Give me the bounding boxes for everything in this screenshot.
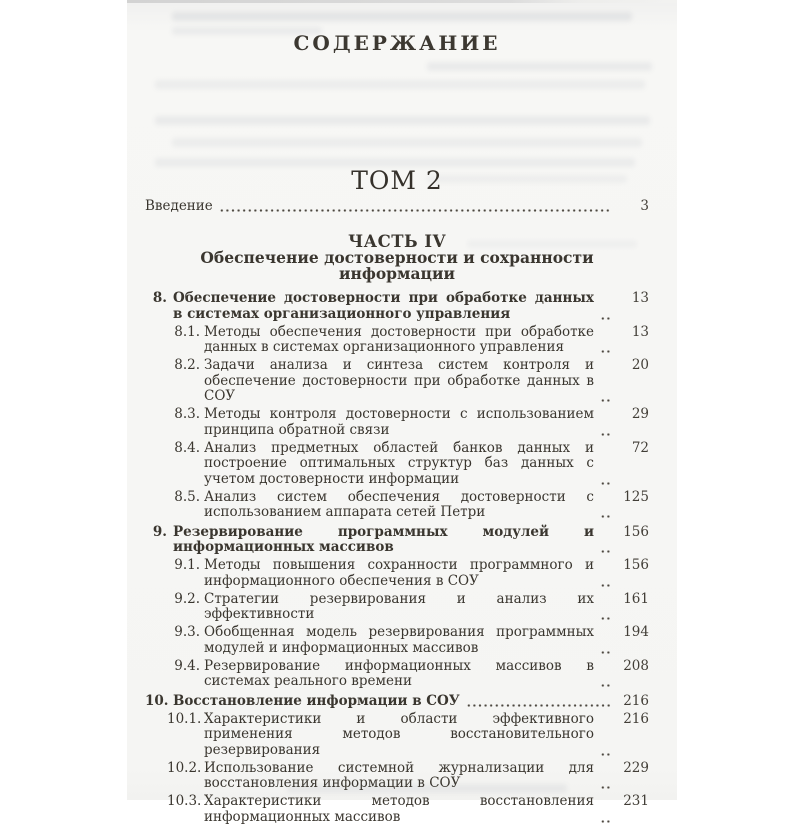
toc-entry-page: 72 (631, 439, 649, 456)
toc-entry-number: 9.4. (174, 657, 200, 674)
toc-entry-number: 8.4. (174, 439, 200, 456)
toc-entry-title: Методы контроля достоверности с использованием принципа обратной связи (204, 406, 594, 438)
dot-leader (219, 209, 612, 212)
toc-entry-number: 10.1. (167, 710, 202, 727)
toc-entry-title: Обобщенная модель резервирования программных модулей и информационных массивов (204, 624, 594, 656)
toc-entry-page: 216 (623, 692, 649, 709)
dot-leader (600, 786, 612, 789)
toc-entry-title: Резервирование программных модулей и информационных массивов (173, 523, 594, 555)
toc-entry-number: 8.3. (174, 406, 200, 422)
dot-leader (600, 753, 612, 756)
dot-leader (600, 350, 612, 353)
part-subtitle: Обеспечение достоверности и сохранности информации (200, 248, 594, 283)
toc-entry-intro (145, 199, 649, 215)
toc-entry-title: Методы повышения сохранности программного и информационного обеспечения в СОУ (204, 557, 594, 589)
toc-entry-number: 8.1. (174, 323, 200, 340)
toc-entry-section-9-3 (167, 625, 649, 656)
dot-leader (600, 617, 612, 620)
toc-entry-section-9-4 (167, 659, 649, 690)
toc-entry-number: 8.2. (174, 357, 200, 373)
toc-entry-title: Характеристики и области эффективного применения методов восстановительного резервирования (204, 710, 594, 758)
toc-entry-section-9-2 (167, 592, 649, 623)
toc-entry-page: 208 (623, 657, 649, 674)
toc-entry-chapter-10 (145, 694, 649, 710)
toc-entry-number: 9.3. (174, 624, 200, 640)
toc-entry-number: 8.5. (174, 488, 200, 505)
dot-leader (600, 399, 612, 402)
dot-leader (466, 704, 612, 707)
volume-heading: ТОМ 2 (351, 165, 443, 195)
toc-entry-section-8-4 (167, 441, 649, 488)
dot-leader (600, 684, 612, 687)
dot-leader (600, 584, 612, 587)
toc-entry-page: 156 (623, 557, 649, 573)
toc-entry-number: 10.2. (167, 759, 202, 776)
toc-list (145, 291, 649, 825)
toc-entry-section-8-1 (167, 325, 649, 356)
toc-entry-title: Обеспечение достоверности при обработке данных в системах организационного управления (173, 290, 594, 322)
toc-entry-page: 29 (631, 406, 649, 422)
dot-leader (600, 482, 612, 485)
toc-entry-title: Задачи анализа и синтеза систем контроля и обеспечение достоверности при обработке данных в СОУ (204, 357, 594, 404)
toc-entry-title: Резервирование информационных массивов в системах реального времени (204, 657, 594, 689)
toc-entry-number: 9.2. (174, 590, 200, 607)
toc-entry-title: Стратегии резервирования и анализ их эффективности (204, 590, 594, 622)
dot-leader (600, 651, 612, 654)
toc-entry-page: 20 (631, 357, 649, 373)
toc-entry-title: Характеристики методов восстановления информационных массивов (204, 793, 594, 825)
toc-entry-section-8-5 (167, 490, 649, 521)
toc-entry-section-10-2 (167, 761, 649, 792)
toc-entry-page: 13 (631, 290, 649, 306)
toc-entry-section-8-3 (167, 407, 649, 438)
dot-leader (600, 317, 612, 320)
toc-entry-number: 8. (152, 290, 167, 306)
toc-entry-page: 194 (623, 624, 649, 640)
toc-entry-section-8-2 (167, 358, 649, 405)
dot-leader (600, 820, 612, 823)
dot-leader (600, 433, 612, 436)
dot-leader (600, 550, 612, 553)
toc-entry-number: 9. (152, 523, 167, 540)
toc-content (127, 0, 677, 825)
toc-entry-title: Методы обеспечения достоверности при обработке данных в системах организационного управления (204, 323, 594, 355)
toc-entry-title: Восстановление информации в СОУ (173, 692, 460, 709)
toc-entry-page: 125 (623, 488, 649, 505)
toc-entry-title: Введение (145, 198, 213, 214)
toc-entry-page: 3 (640, 198, 649, 214)
toc-entry-page: 231 (623, 793, 649, 809)
book-page-photo (127, 0, 677, 825)
toc-entry-title: Анализ предметных областей банков данных и построение оптимальных структур баз данных с учетом достоверности информации (204, 439, 594, 487)
page-title: СОДЕРЖАНИЕ (293, 31, 501, 55)
dot-leader (600, 515, 612, 518)
toc-entry-title: Использование системной журнализации для восстановления информации в СОУ (204, 759, 594, 791)
toc-entry-section-10-3 (167, 794, 649, 825)
toc-entry-section-9-1 (167, 558, 649, 589)
toc-entry-page: 156 (623, 523, 649, 540)
toc-entry-chapter-8 (145, 291, 649, 322)
toc-entry-page: 13 (631, 323, 649, 340)
toc-entry-page: 216 (623, 710, 649, 727)
toc-entry-chapter-9 (145, 525, 649, 556)
toc-entry-page: 229 (623, 759, 649, 776)
toc-entry-number: 9.1. (174, 557, 200, 573)
toc-entry-title: Анализ систем обеспечения достоверности с использованием аппарата сетей Петри (204, 488, 594, 520)
toc-entry-section-10-1 (167, 712, 649, 759)
toc-entry-page: 161 (623, 590, 649, 607)
toc-entry-number: 10.3. (167, 793, 202, 809)
toc-entry-number: 10. (145, 692, 169, 709)
part-heading: ЧАСТЬ IV (348, 231, 446, 251)
